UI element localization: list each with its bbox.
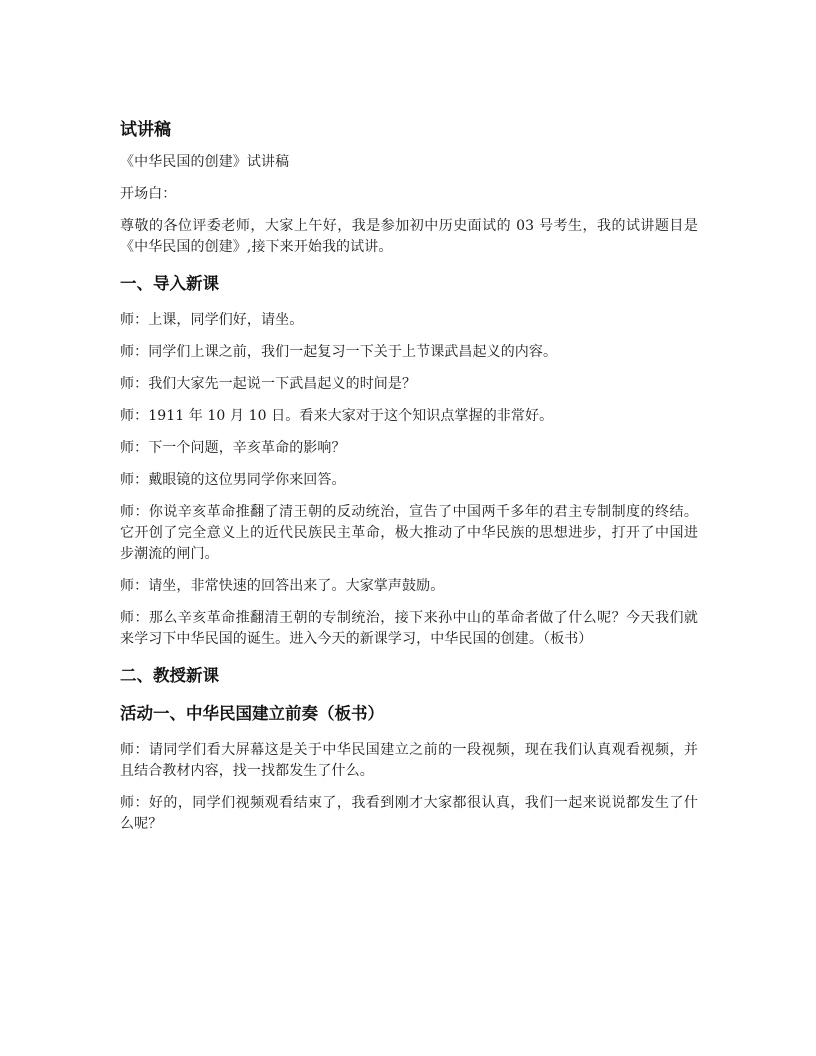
paragraph: 师：1911 年 10 月 10 日。看来大家对于这个知识点掌握的非常好。 xyxy=(120,408,554,424)
section-heading-teaching: 二、教授新课 xyxy=(120,666,219,685)
paragraph: 师：请同学们看大屏幕这是关于中华民国建立之前的一段视频，现在我们认真观看视频，并且结合教材内容，找一找都发生了什么。 xyxy=(120,742,698,779)
paragraph: 师：上课，同学们好，请坐。 xyxy=(120,312,304,328)
document-subtitle: 《中华民国的创建》试讲稿 xyxy=(120,154,290,170)
paragraph: 师：戴眼镜的这位男同学你来回答。 xyxy=(120,472,346,488)
opening-label: 开场白： xyxy=(120,186,177,202)
opening-text: 尊敬的各位评委老师，大家上午好，我是参加初中历史面试的 03 号考生，我的试讲题目是《中华民国的创建》,接下来开始我的试讲。 xyxy=(120,218,698,255)
paragraph: 师：那么辛亥革命推翻清王朝的专制统治，接下来孙中山的革命者做了什么呢？今天我们就来学习下中华民国的诞生。进入今天的新课学习，中华民国的创建。（板书） xyxy=(120,610,698,647)
paragraph: 师：下一个问题，辛亥革命的影响？ xyxy=(120,440,346,456)
paragraph: 师：你说辛亥革命推翻了清王朝的反动统治，宣告了中国两千多年的君主专制制度的终结。它开创了完全意义上的近代民族民主革命，极大推动了中华民族的思想进步，打开了中国进步潮流的闸门。 xyxy=(120,504,698,562)
paragraph: 师：我们大家先一起说一下武昌起义的时间是？ xyxy=(120,376,417,392)
paragraph: 师：好的，同学们视频观看结束了，我看到刚才大家都很认真，我们一起来说说都发生了什么呢？ xyxy=(120,795,698,832)
paragraph: 师：同学们上课之前，我们一起复习一下关于上节课武昌起义的内容。 xyxy=(120,344,558,360)
paragraph: 师：请坐，非常快速的回答出来了。大家掌声鼓励。 xyxy=(120,578,445,594)
document-page xyxy=(120,112,698,846)
document-title: 试讲稿 xyxy=(120,120,171,140)
section-heading-intro: 一、导入新课 xyxy=(120,274,219,293)
activity-heading: 活动一、中华民国建立前奏（板书） xyxy=(120,704,384,723)
